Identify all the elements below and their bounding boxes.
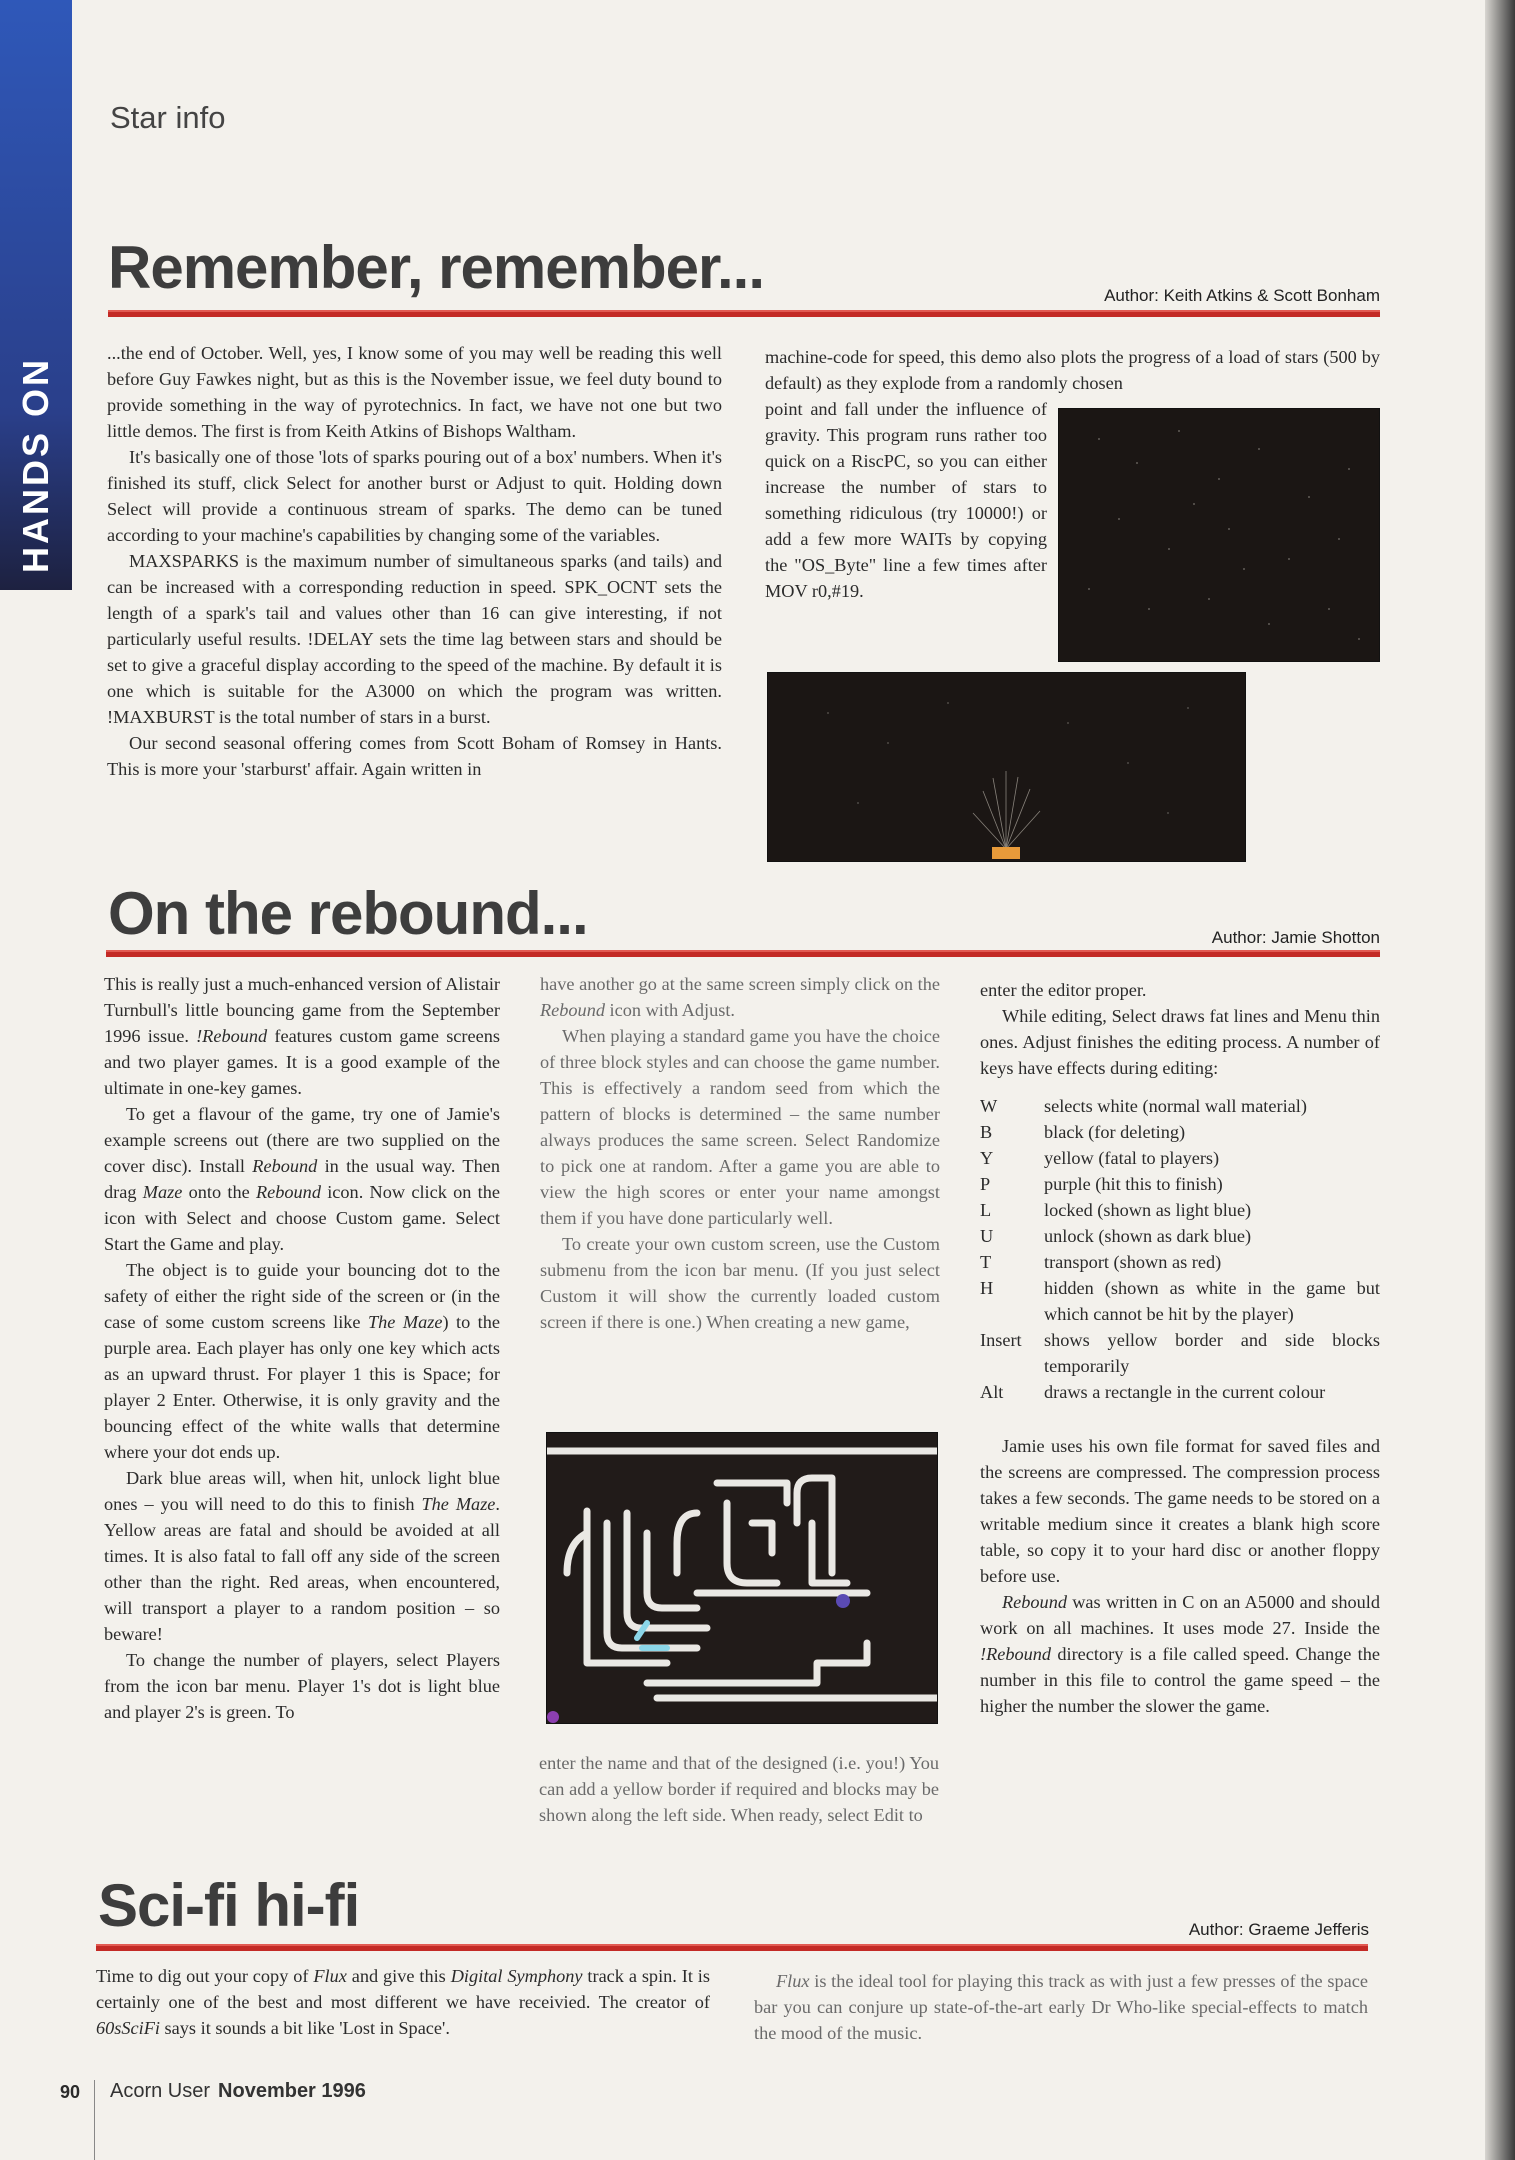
paragraph: To create your own custom screen, use the Custom submenu from the icon bar menu. (If you just select Custom it will show the currently loaded custom screen if there is one.) When creating a new game,	[540, 1234, 940, 1332]
paragraph: ...the end of October. Well, yes, I know some of you may well be reading this well before Guy Fawkes night, but as this is the November issue, we feel duty bound to provide something in the way of pyrotechnics. In fact, we have not one but two little demos. The first is from Keith Atkins of Bishops Waltham.	[107, 343, 722, 441]
paragraph: have another go at the same screen simply click on the Rebound icon with Adjust.	[540, 974, 940, 1020]
rule-remember	[108, 310, 1380, 317]
section-side-tab	[0, 0, 72, 590]
paragraph: The object is to guide your bouncing dot to the safety of either the right side of the screen or (in the case of some custom screens like The Maze) to the purple area. Each player has only one key which acts as an upward thrust. For player 1 this is Space; for player 2 Enter. Otherwise, it is only gravity and the bouncing effect of the white walls that determine where your dot ends up.	[104, 1260, 500, 1462]
key-row: T transport (shown as red)	[980, 1252, 1222, 1272]
rebound-column-1	[104, 971, 500, 1725]
paragraph: To get a flavour of the game, try one of Jamie's example screens out (there are two supplied on the cover disc). Install Rebound in the usual way. Then drag Maze onto the Rebound icon. Now click on the icon with Select and choose Custom game. Select Start the Game and play.	[104, 1104, 500, 1254]
paragraph: machine-code for speed, this demo also plots the progress of a load of stars (500 by default) as they explode from a randomly chosen	[765, 347, 1380, 393]
starburst-screenshot-2	[767, 672, 1246, 862]
headline-remember: Remember, remember...	[108, 234, 765, 301]
paragraph: It's basically one of those 'lots of sparks pouring out of a box' numbers. When it's finished its stuff, click Select for another burst or Adjust to quit. Holding down Select will provide a continuous stream of sparks. The demo can be tuned according to your machine's capabilities by changing some of the variables.	[107, 447, 722, 545]
paragraph: Rebound was written in C on an A5000 and should work on all machines. It uses mode 27. Inside the !Rebound directory is a file called speed. Change the number in this file to control the game speed – the higher the number the slower the game.	[980, 1592, 1380, 1716]
scifi-column-1	[96, 1963, 710, 2041]
key-row: Y yellow (fatal to players)	[980, 1148, 1220, 1168]
rebound-column-3	[980, 977, 1380, 1719]
maze-walls	[547, 1433, 937, 1723]
key-row: H hidden (shown as white in the game but which cannot be hit by the player)	[980, 1278, 1380, 1324]
rebound-column-2	[540, 971, 940, 1335]
paragraph: This is really just a much-enhanced version of Alistair Turnbull's little bouncing game from the September 1996 issue. !Rebound features custom game screens and two player games. It is a good example of the ultimate in one-key games.	[104, 974, 500, 1098]
key-row: Insert shows yellow border and side blocks temporarily	[980, 1330, 1380, 1376]
rule-scifi	[96, 1944, 1368, 1951]
star-particles	[1059, 409, 1379, 661]
maze-screenshot	[546, 1432, 938, 1724]
author-remember: Author: Keith Atkins & Scott Bonham	[1104, 286, 1380, 305]
key-row: W selects white (normal wall material)	[980, 1096, 1307, 1116]
paragraph: Time to dig out your copy of Flux and give this Digital Symphony track a spin. It is certainly one of the best and most different we have receivied. The creator of 60sSciFi says it sounds a bit like 'Lost in Space'.	[96, 1966, 710, 2038]
paragraph: Our second seasonal offering comes from Scott Boham of Romsey in Hants. This is more your 'starburst' affair. Again written in	[107, 733, 722, 779]
paragraph: point and fall under the influence of gravity. This program runs rather too quick on a RiscPC, so you can either increase the number of stars to something ridiculous (try 10000!) or add a few more WAITs by copying the "OS_Byte" line a few times after MOV r0,#19.	[765, 399, 1047, 601]
paragraph: When playing a standard game you have the choice of three block styles and can choose the game number. This is effectively a random seed from which the pattern of blocks is determined – the same number always produces the same screen. Select Randomize to pick one at random. After a game you are able to view the high scores or enter your name amongst them if you have done particularly well.	[540, 1026, 940, 1228]
section-label: Star info	[110, 100, 226, 135]
headline-rebound: On the rebound...	[108, 880, 588, 947]
key-row: P purple (hit this to finish)	[980, 1174, 1223, 1194]
paragraph: enter the name and that of the designed (i.e. you!) You can add a yellow border if required and blocks may be shown along the left side. When ready, select Edit to	[539, 1753, 939, 1825]
key-row: B black (for deleting)	[980, 1122, 1186, 1142]
purple-finish-area	[547, 1711, 559, 1723]
footer-magazine: Acorn User November 1996	[110, 2080, 366, 2102]
key-row: L locked (shown as light blue)	[980, 1200, 1252, 1220]
author-rebound: Author: Jamie Shotton	[1211, 928, 1380, 947]
page-number: 90	[60, 2082, 81, 2102]
paragraph: While editing, Select draws fat lines and Menu thin ones. Adjust finishes the editing process. A number of keys have effects during editing:	[980, 1006, 1380, 1078]
spark-fountain	[768, 673, 1245, 861]
rule-rebound	[106, 950, 1380, 957]
headline-scifi: Sci-fi hi-fi	[98, 1872, 360, 1939]
editor-key-list	[980, 1093, 1380, 1405]
starburst-screenshot-1	[1058, 408, 1380, 662]
paragraph: To change the number of players, select Players from the icon bar menu. Player 1's dot is light blue and player 2's is green. To	[104, 1650, 500, 1722]
paragraph: Flux is the ideal tool for playing this track as with just a few presses of the space bar you can conjure up state-of-the-art early Dr Who-like special-effects to match the mood of the music.	[754, 1971, 1368, 2043]
player-dot	[836, 1594, 850, 1608]
paragraph: enter the editor proper.	[980, 980, 1147, 1000]
spark-box	[992, 847, 1020, 859]
key-row: U unlock (shown as dark blue)	[980, 1226, 1252, 1246]
page-spine-shadow	[1485, 0, 1515, 2160]
remember-column-1	[107, 340, 722, 782]
paragraph: MAXSPARKS is the maximum number of simultaneous sparks (and tails) and can be increased with a corresponding reduction in speed. SPK_OCNT sets the length of a spark's tail and values other than 16 can give interesting, if not particularly useful results. !DELAY sets the time lag between stars and should be set to give a graceful display according to the speed of the machine. By default it is one which is suitable for the A3000 on which the program was written. !MAXBURST is the total number of stars in a burst.	[107, 551, 722, 727]
author-scifi: Author: Graeme Jefferis	[1188, 1920, 1369, 1939]
key-row: Alt draws a rectangle in the current colour	[980, 1382, 1326, 1402]
paragraph: Jamie uses his own file format for saved files and the screens are compressed. The compression process takes a few seconds. The game needs to be stored on a writable medium since it creates a blank high score table, so copy it to your hard disc or another floppy before use.	[980, 1436, 1380, 1586]
rebound-column-2-bottom	[539, 1750, 939, 1828]
paragraph: Dark blue areas will, when hit, unlock light blue ones – you will need to do this to finish The Maze. Yellow areas are fatal and should be avoided at all times. It is also fatal to fall off any side of the screen other than the right. Red areas, when encountered, will transport a player to a random position – so beware!	[104, 1468, 500, 1644]
side-tab-label: HANDS ON	[15, 356, 56, 574]
footer-divider	[94, 2080, 95, 2160]
scifi-column-2	[754, 1968, 1368, 2046]
